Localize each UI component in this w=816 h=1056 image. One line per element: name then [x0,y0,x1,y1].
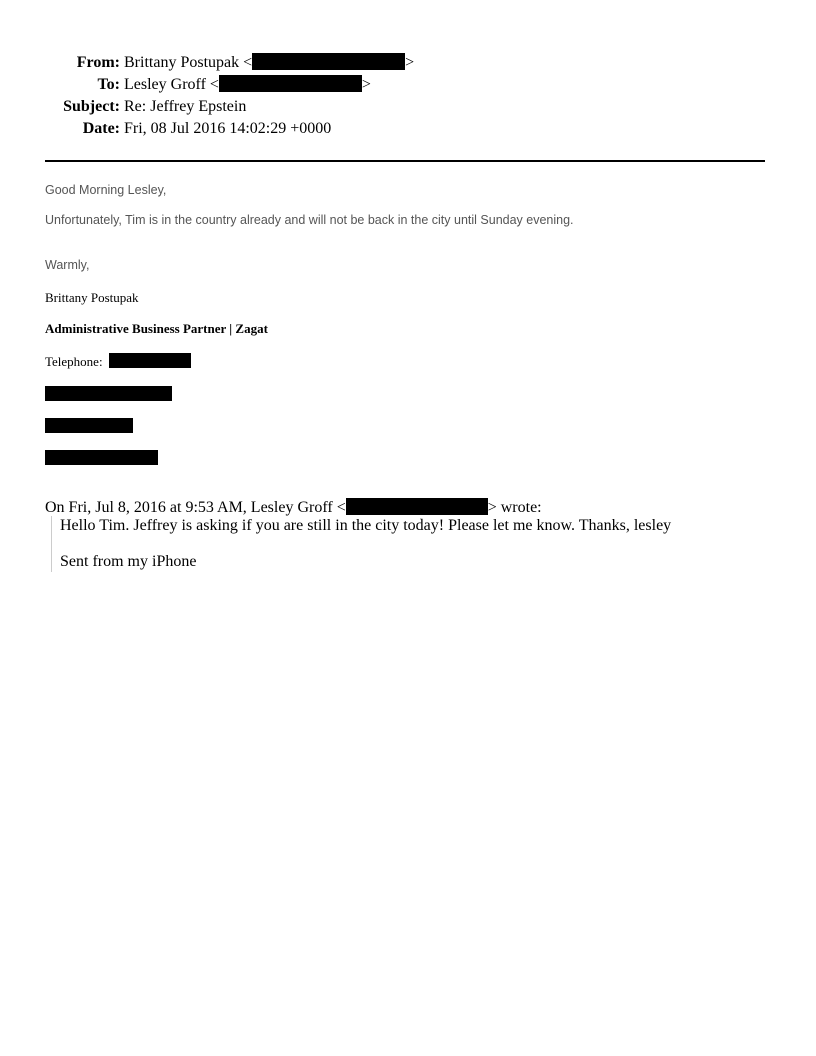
quoted-message [51,516,760,572]
redaction-bar [45,450,158,465]
redaction-bar [346,498,488,515]
date-row [0,118,816,140]
quote-intro-suffix: > wrote: [487,499,542,516]
date-value: Fri, 08 Jul 2016 14:02:29 +0000 [124,120,332,137]
quoted-line: Hello Tim. Jeffrey is asking if you are still in the city today! Please let me know. Thanks, lesley [60,517,672,534]
message-body: Unfortunately, Tim is in the country already and will not be back in the city until Sunday evening. [45,213,574,227]
header-divider [45,160,765,162]
signature-redacted-line [45,449,158,467]
redaction-bar [252,53,405,70]
to-label: To: [97,76,120,93]
signature-telephone [45,353,191,370]
date-label: Date: [82,120,120,137]
closing: Warmly, [45,258,90,272]
quote-intro-prefix: On Fri, Jul 8, 2016 at 9:53 AM, Lesley Groff < [45,499,346,516]
subject-value: Re: Jeffrey Epstein [124,98,247,115]
quote-attribution [45,498,542,517]
signature-redacted-line [45,417,133,435]
signature-redacted-line [45,385,172,403]
to-close: > [361,76,371,93]
redaction-bar [219,75,362,92]
redaction-bar [45,418,133,433]
telephone-label: Telephone: [45,354,103,369]
signature-title: Administrative Business Partner | Zagat [45,321,268,336]
from-name: Brittany Postupak < [124,54,253,71]
greeting: Good Morning Lesley, [45,183,167,197]
quoted-line: Sent from my iPhone [60,553,197,570]
subject-row [0,96,816,118]
signature-name: Brittany Postupak [45,290,139,305]
redaction-bar [109,353,191,368]
from-label: From: [76,54,120,71]
to-value [124,74,371,96]
from-row [0,52,816,74]
email-header [0,52,816,140]
subject-label: Subject: [63,98,120,115]
redaction-bar [45,386,172,401]
to-row [0,74,816,96]
from-close: > [405,54,415,71]
from-value [124,52,414,74]
to-name: Lesley Groff < [124,76,219,93]
